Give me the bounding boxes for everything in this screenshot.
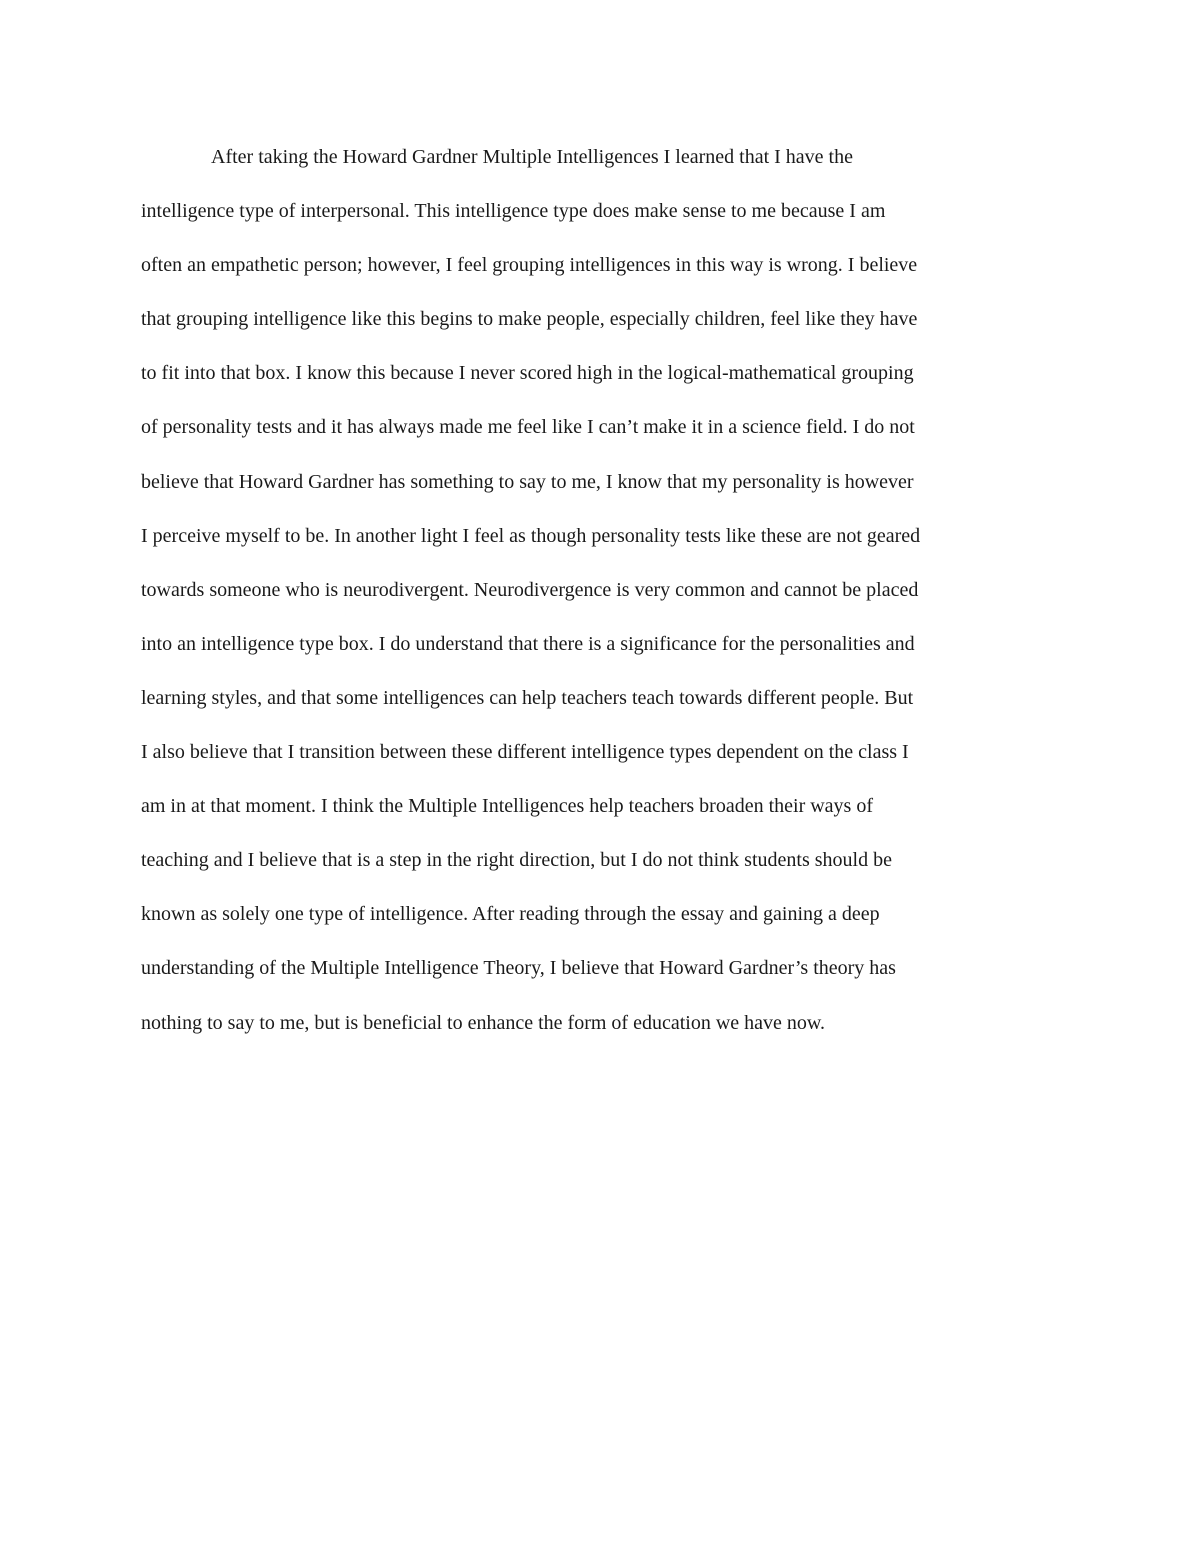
- paragraph-line: often an empathetic person; however, I feel grouping intelligences in this way is wrong. I believe: [141, 254, 918, 277]
- paragraph-line: that grouping intelligence like this begins to make people, especially children, feel like they have: [141, 308, 918, 331]
- paragraph-line: believe that Howard Gardner has something to say to me, I know that my personality is however: [141, 470, 914, 493]
- paragraph-line: towards someone who is neurodivergent. Neurodivergence is very common and cannot be placed: [141, 578, 919, 601]
- paragraph-line: I perceive myself to be. In another light I feel as though personality tests like these are not geared: [141, 524, 921, 547]
- paragraph-line: understanding of the Multiple Intelligence Theory, I believe that Howard Gardner’s theory has: [141, 957, 896, 980]
- paragraph-line: into an intelligence type box. I do understand that there is a significance for the personalities and: [141, 632, 915, 655]
- paragraph-line: learning styles, and that some intelligences can help teachers teach towards different people. But: [141, 686, 914, 709]
- paragraph-line: known as solely one type of intelligence. After reading through the essay and gaining a deep: [141, 903, 880, 926]
- paragraph-line: am in at that moment. I think the Multiple Intelligences help teachers broaden their ways of: [141, 795, 874, 818]
- essay-paragraph: [141, 140, 1071, 1060]
- paragraph-line: After taking the Howard Gardner Multiple Intelligences I learned that I have the: [211, 146, 853, 168]
- paragraph-line: teaching and I believe that is a step in the right direction, but I do not think students should be: [141, 849, 892, 872]
- paragraph-line: I also believe that I transition between these different intelligence types dependent on the class I: [141, 741, 909, 764]
- paragraph-line: of personality tests and it has always made me feel like I can’t make it in a science field. I do not: [141, 416, 915, 439]
- paragraph-line: intelligence type of interpersonal. This intelligence type does make sense to me because I am: [141, 200, 886, 223]
- paragraph-line: nothing to say to me, but is beneficial to enhance the form of education we have now.: [141, 1011, 826, 1034]
- paragraph-line: to fit into that box. I know this because I never scored high in the logical-mathematical grouping: [141, 362, 914, 385]
